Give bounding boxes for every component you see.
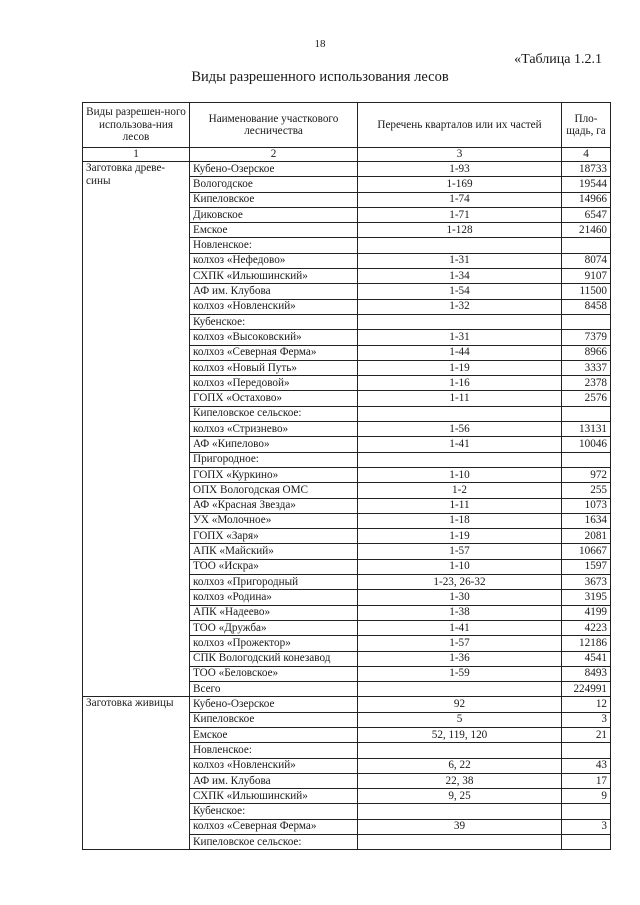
forestry-cell: ОПХ Вологодская ОМС [190,483,358,498]
quarters-cell: 39 [358,819,562,834]
area-cell: 8074 [562,253,611,268]
quarters-cell: 6, 22 [358,758,562,773]
forestry-cell: Кипеловское сельское: [190,835,358,850]
area-cell: 19544 [562,177,611,192]
forestry-cell: АФ им. Клубова [190,284,358,299]
area-cell: 8458 [562,299,611,314]
forestry-cell: колхоз «Пригородный [190,575,358,590]
forestry-cell: Кипеловское [190,712,358,727]
table-row [83,697,611,712]
quarters-cell: 1-23, 26-32 [358,575,562,590]
quarters-cell: 1-31 [358,330,562,345]
forestry-cell: Кубено-Озерское [190,162,358,177]
quarters-cell: 1-36 [358,651,562,666]
area-cell: 3337 [562,360,611,375]
header-kind: Виды разрешен-ного использова-ния лесов [83,103,190,148]
quarters-cell: 1-128 [358,223,562,238]
quarters-cell [358,314,562,329]
forestry-cell: Емское [190,223,358,238]
forestry-cell: АФ «Кипелово» [190,437,358,452]
quarters-cell: 1-38 [358,605,562,620]
forestry-cell: АФ «Красная Звезда» [190,498,358,513]
quarters-cell: 1-71 [358,207,562,222]
column-number: 4 [562,148,611,162]
forestry-cell: ТОО «Дружба» [190,620,358,635]
forestry-cell: УХ «Молочное» [190,513,358,528]
table-row [83,162,611,177]
forestry-cell: АПК «Майский» [190,544,358,559]
forestry-cell: Новленское: [190,743,358,758]
forestry-cell: колхоз «Новленский» [190,758,358,773]
quarters-cell: 1-34 [358,269,562,284]
quarters-cell: 1-32 [358,299,562,314]
quarters-cell: 1-41 [358,620,562,635]
forestry-cell: Емское [190,727,358,742]
quarters-cell: 1-19 [358,529,562,544]
area-cell: 4541 [562,651,611,666]
forestry-cell: Диковское [190,207,358,222]
area-cell [562,406,611,421]
quarters-cell: 1-11 [358,498,562,513]
page-number: 18 [314,38,326,50]
area-cell: 18733 [562,162,611,177]
forestry-cell: колхоз «Прожектор» [190,636,358,651]
area-cell: 255 [562,483,611,498]
quarters-cell: 52, 119, 120 [358,727,562,742]
forestry-cell: СХПК «Ильюшинский» [190,269,358,284]
table-caption: «Таблица 1.2.1 [514,52,602,67]
forestry-cell: СПК Вологодский конезавод [190,651,358,666]
forestry-cell: АФ им. Клубова [190,773,358,788]
quarters-cell: 5 [358,712,562,727]
area-cell [562,804,611,819]
quarters-cell: 1-16 [358,376,562,391]
area-cell: 43 [562,758,611,773]
quarters-cell: 1-18 [358,513,562,528]
column-number: 3 [358,148,562,162]
area-cell: 17 [562,773,611,788]
area-cell [562,835,611,850]
area-cell: 2378 [562,376,611,391]
forestry-cell: колхоз «Новый Путь» [190,360,358,375]
forestry-cell: СХПК «Ильюшинский» [190,789,358,804]
forestry-cell: колхоз «Стризнево» [190,422,358,437]
area-cell [562,314,611,329]
forestry-cell: колхоз «Нефедово» [190,253,358,268]
quarters-cell [358,406,562,421]
quarters-cell: 1-169 [358,177,562,192]
area-cell: 9107 [562,269,611,284]
quarters-cell: 92 [358,697,562,712]
quarters-cell: 1-41 [358,437,562,452]
area-cell: 12186 [562,636,611,651]
forestry-cell: Кубенское: [190,314,358,329]
area-cell: 8493 [562,666,611,681]
forestry-cell: ГОПХ «Заря» [190,529,358,544]
use-kind-cell: Заготовка живицы [83,697,190,850]
area-cell: 1634 [562,513,611,528]
forestry-cell: Кубено-Озерское [190,697,358,712]
quarters-cell: 1-31 [358,253,562,268]
area-cell: 3195 [562,590,611,605]
forestry-cell: колхоз «Высоковский» [190,330,358,345]
area-cell: 10667 [562,544,611,559]
forestry-cell: Всего [190,682,358,697]
use-kind-cell: Заготовка древе-сины [83,162,190,697]
area-cell: 224991 [562,682,611,697]
area-cell: 21 [562,727,611,742]
column-number: 2 [190,148,358,162]
area-cell: 2576 [562,391,611,406]
quarters-cell: 1-30 [358,590,562,605]
column-number-row [83,148,611,162]
area-cell: 3 [562,819,611,834]
quarters-cell: 1-2 [358,483,562,498]
quarters-cell [358,452,562,467]
header-area: Пло-щадь, га [562,103,611,148]
forestry-cell: колхоз «Новленский» [190,299,358,314]
area-cell: 3 [562,712,611,727]
column-number: 1 [83,148,190,162]
area-cell [562,452,611,467]
area-cell: 3673 [562,575,611,590]
forestry-cell: колхоз «Северная Ферма» [190,819,358,834]
quarters-cell: 9, 25 [358,789,562,804]
quarters-cell: 1-10 [358,559,562,574]
quarters-cell: 1-11 [358,391,562,406]
forestry-cell: колхоз «Родина» [190,590,358,605]
forestry-cell: ТОО «Искра» [190,559,358,574]
area-cell: 4223 [562,620,611,635]
area-cell: 14966 [562,192,611,207]
forestry-cell: Новленское: [190,238,358,253]
quarters-cell: 1-57 [358,544,562,559]
header-quarters: Перечень кварталов или их частей [358,103,562,148]
header-forestry: Наименование участкового лесничества [190,103,358,148]
quarters-cell: 1-44 [358,345,562,360]
quarters-cell: 1-93 [358,162,562,177]
quarters-cell [358,835,562,850]
forestry-cell: Вологодское [190,177,358,192]
quarters-cell: 1-57 [358,636,562,651]
area-cell [562,743,611,758]
quarters-cell: 1-54 [358,284,562,299]
area-cell: 13131 [562,422,611,437]
forestry-cell: АПК «Надеево» [190,605,358,620]
quarters-cell: 1-56 [358,422,562,437]
area-cell: 1073 [562,498,611,513]
forestry-cell: ТОО «Беловское» [190,666,358,681]
page-title: Виды разрешенного использования лесов [191,69,449,85]
area-cell: 11500 [562,284,611,299]
forestry-cell: ГОПХ «Остахово» [190,391,358,406]
area-cell: 1597 [562,559,611,574]
area-cell: 8966 [562,345,611,360]
quarters-cell [358,804,562,819]
area-cell: 2081 [562,529,611,544]
header-row [83,103,611,148]
area-cell: 4199 [562,605,611,620]
quarters-cell: 1-59 [358,666,562,681]
quarters-cell: 22, 38 [358,773,562,788]
land-use-table [82,102,611,850]
quarters-cell: 1-19 [358,360,562,375]
quarters-cell: 1-74 [358,192,562,207]
area-cell: 972 [562,467,611,482]
forestry-cell: Кипеловское [190,192,358,207]
forestry-cell: Кипеловское сельское: [190,406,358,421]
quarters-cell [358,238,562,253]
quarters-cell: 1-10 [358,467,562,482]
area-cell: 6547 [562,207,611,222]
area-cell: 12 [562,697,611,712]
quarters-cell [358,682,562,697]
area-cell: 7379 [562,330,611,345]
area-cell: 10046 [562,437,611,452]
forestry-cell: колхоз «Северная Ферма» [190,345,358,360]
forestry-cell: Кубенское: [190,804,358,819]
area-cell [562,238,611,253]
area-cell: 9 [562,789,611,804]
forestry-cell: Пригородное: [190,452,358,467]
area-cell: 21460 [562,223,611,238]
forestry-cell: ГОПХ «Куркино» [190,467,358,482]
forestry-cell: колхоз «Передовой» [190,376,358,391]
quarters-cell [358,743,562,758]
